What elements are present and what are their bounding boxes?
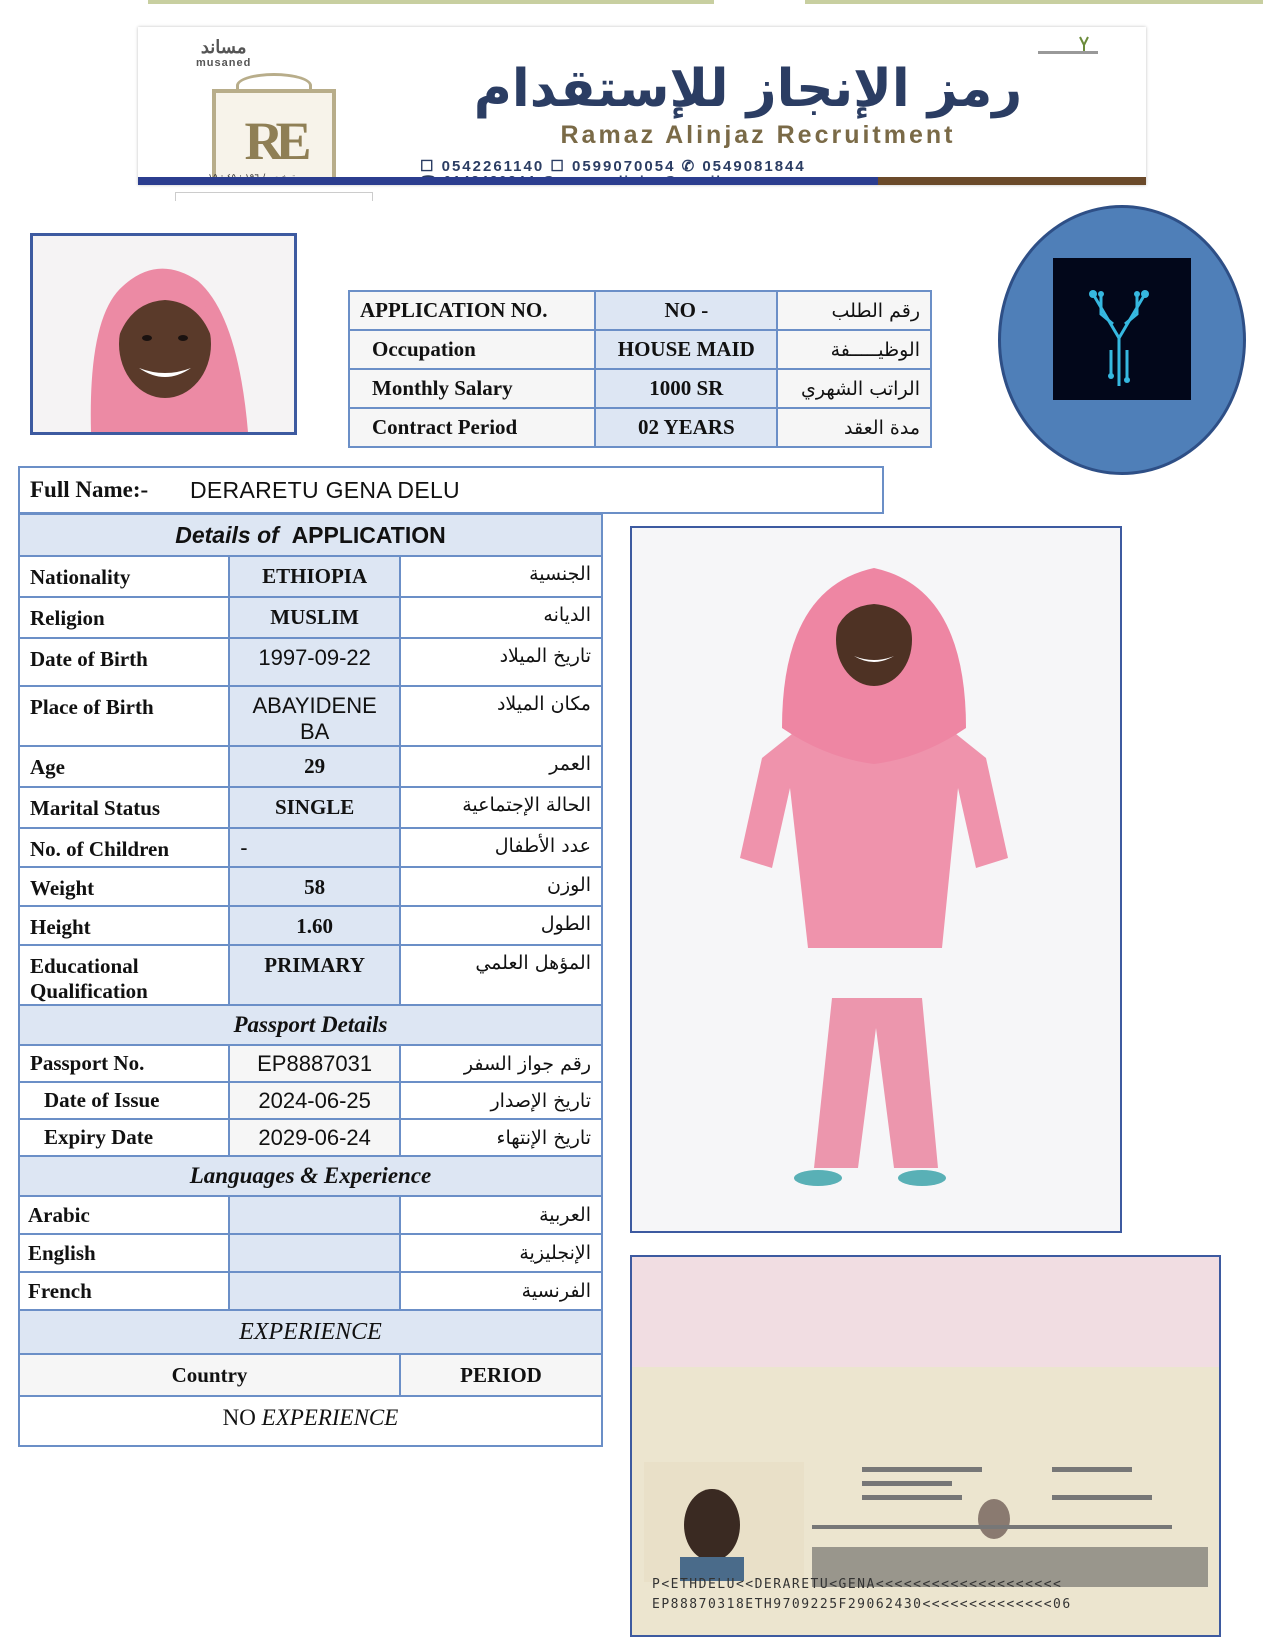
passport-label: Date of Issue <box>19 1082 229 1119</box>
no-experience-prefix: NO <box>222 1405 256 1430</box>
passport-value: 2029-06-24 <box>229 1119 400 1156</box>
detail-label: Place of Birth <box>19 686 229 746</box>
language-value <box>229 1234 400 1272</box>
detail-label-arabic: مكان الميلاد <box>400 686 602 746</box>
passport-value: 2024-06-25 <box>229 1082 400 1119</box>
detail-value: 1997-09-22 <box>229 638 400 686</box>
detail-row <box>19 867 602 906</box>
application-summary-table <box>348 290 932 448</box>
passport-label-arabic: تاريخ الإصدار <box>400 1082 602 1119</box>
musaned-logo: مساند musaned <box>196 37 252 69</box>
detail-value: SINGLE <box>229 787 400 828</box>
detail-value: PRIMARY <box>229 945 400 1005</box>
application-value: 1000 SR <box>595 369 777 408</box>
detail-label-arabic: الطول <box>400 906 602 945</box>
detail-value: MUSLIM <box>229 597 400 638</box>
detail-label: Height <box>19 906 229 945</box>
passport-value: EP8887031 <box>229 1045 400 1082</box>
detail-value: 58 <box>229 867 400 906</box>
top-rule-right <box>805 0 1263 4</box>
y-circuit-logo-icon <box>1053 258 1191 400</box>
agency-badge <box>998 205 1246 475</box>
passport-row <box>19 1045 602 1082</box>
detail-row <box>19 556 602 597</box>
experience-period-header: PERIOD <box>400 1354 602 1396</box>
application-label: APPLICATION NO. <box>349 291 595 330</box>
experience-section-title: EXPERIENCE <box>19 1310 602 1354</box>
languages-section-title: Languages & Experience <box>19 1156 602 1196</box>
detail-value: - <box>229 828 400 867</box>
application-row <box>349 291 931 330</box>
banner-stripe-brown <box>878 177 1146 185</box>
detail-label-arabic: الديانه <box>400 597 602 638</box>
experience-section-header <box>19 1310 602 1354</box>
detail-label: Marital Status <box>19 787 229 828</box>
detail-value: ABAYIDENE BA <box>229 686 400 746</box>
language-row <box>19 1272 602 1310</box>
application-label-arabic: مدة العقد <box>777 408 931 447</box>
no-experience-row <box>19 1396 602 1446</box>
application-label-arabic: رقم الطلب <box>777 291 931 330</box>
detail-label: Date of Birth <box>19 638 229 686</box>
experience-columns <box>19 1354 602 1396</box>
details-table <box>18 513 603 1447</box>
detail-label: Age <box>19 746 229 787</box>
languages-section-header <box>19 1156 602 1196</box>
language-label-arabic: الفرنسية <box>400 1272 602 1310</box>
application-value: 02 YEARS <box>595 408 777 447</box>
detail-label-arabic: العمر <box>400 746 602 787</box>
detail-value: 1.60 <box>229 906 400 945</box>
detail-row <box>19 746 602 787</box>
passport-label-arabic: رقم جواز السفر <box>400 1045 602 1082</box>
detail-label: Weight <box>19 867 229 906</box>
passport-scan-image <box>630 1255 1221 1637</box>
detail-label: No. of Children <box>19 828 229 867</box>
detail-label-arabic: الحالة الإجتماعية <box>400 787 602 828</box>
banner-stripe-blue <box>138 177 878 185</box>
application-row <box>349 330 931 369</box>
language-row <box>19 1234 602 1272</box>
details-title-italic: Details of <box>175 521 279 548</box>
detail-row <box>19 787 602 828</box>
detail-label: Religion <box>19 597 229 638</box>
full-name-row <box>18 466 884 514</box>
full-name-value: DERARETU GENA DELU <box>190 476 460 503</box>
applicant-headshot <box>30 233 297 435</box>
detail-label-arabic: الجنسية <box>400 556 602 597</box>
agency-name-arabic: رمز الإنجاز للإستقدام <box>473 59 1023 119</box>
full-name-label: Full Name:- <box>30 477 149 502</box>
top-rule-left <box>148 0 714 4</box>
detail-row <box>19 945 602 1005</box>
language-label: French <box>19 1272 229 1310</box>
language-value <box>229 1196 400 1234</box>
application-label-arabic: الراتب الشهري <box>777 369 931 408</box>
language-label-arabic: الإنجليزية <box>400 1234 602 1272</box>
language-label-arabic: العربية <box>400 1196 602 1234</box>
application-label-arabic: الوظيـــــفة <box>777 330 931 369</box>
passport-row <box>19 1082 602 1119</box>
application-value: NO - <box>595 291 777 330</box>
application-label: Monthly Salary <box>349 369 595 408</box>
detail-row <box>19 638 602 686</box>
no-experience-text: EXPERIENCE <box>261 1405 399 1430</box>
passport-label: Passport No. <box>19 1045 229 1082</box>
detail-value: ETHIOPIA <box>229 556 400 597</box>
detail-row <box>19 597 602 638</box>
detail-label-arabic: المؤهل العلمي <box>400 945 602 1005</box>
detail-label-arabic: تاريخ الميلاد <box>400 638 602 686</box>
detail-value: 29 <box>229 746 400 787</box>
detail-row <box>19 828 602 867</box>
passport-section-title: Passport Details <box>19 1005 602 1045</box>
detail-row <box>19 686 602 746</box>
detail-label: Nationality <box>19 556 229 597</box>
detail-label: Educational Qualification <box>19 945 229 1005</box>
passport-row <box>19 1119 602 1156</box>
detail-label-arabic: الوزن <box>400 867 602 906</box>
agency-name-english: Ramaz Alinjaz Recruitment <box>560 121 956 149</box>
language-label: English <box>19 1234 229 1272</box>
no-experience-cell <box>19 1396 602 1446</box>
passport-label: Expiry Date <box>19 1119 229 1156</box>
application-label: Occupation <box>349 330 595 369</box>
application-row <box>349 408 931 447</box>
detail-row <box>19 906 602 945</box>
language-value <box>229 1272 400 1310</box>
agency-phones: ☐ 0542261140 ☐ 0599070054 ✆ 0549081844 <box>420 158 806 175</box>
passport-mrz-line-2: EP88870318ETH9709225F29062430<<<<<<<<<<<<<<06 <box>652 1597 1072 1612</box>
application-row <box>349 369 931 408</box>
ministry-seal-icon <box>1026 35 1104 61</box>
language-label: Arabic <box>19 1196 229 1234</box>
application-value: HOUSE MAID <box>595 330 777 369</box>
passport-label-arabic: تاريخ الإنتهاء <box>400 1119 602 1156</box>
applicant-full-body-photo <box>630 526 1122 1233</box>
passport-section-header <box>19 1005 602 1045</box>
banner-underline <box>175 192 373 201</box>
details-section-header <box>19 514 602 556</box>
details-title: APPLICATION <box>291 521 446 548</box>
language-row <box>19 1196 602 1234</box>
agency-logo-icon: RE <box>212 89 336 185</box>
application-label: Contract Period <box>349 408 595 447</box>
agency-banner <box>138 27 1146 185</box>
passport-mrz-line-1: P<ETHDELU<<DERARETU<GENA<<<<<<<<<<<<<<<<<<<< <box>652 1577 1063 1592</box>
detail-label-arabic: عدد الأطفال <box>400 828 602 867</box>
experience-country-header: Country <box>19 1354 400 1396</box>
